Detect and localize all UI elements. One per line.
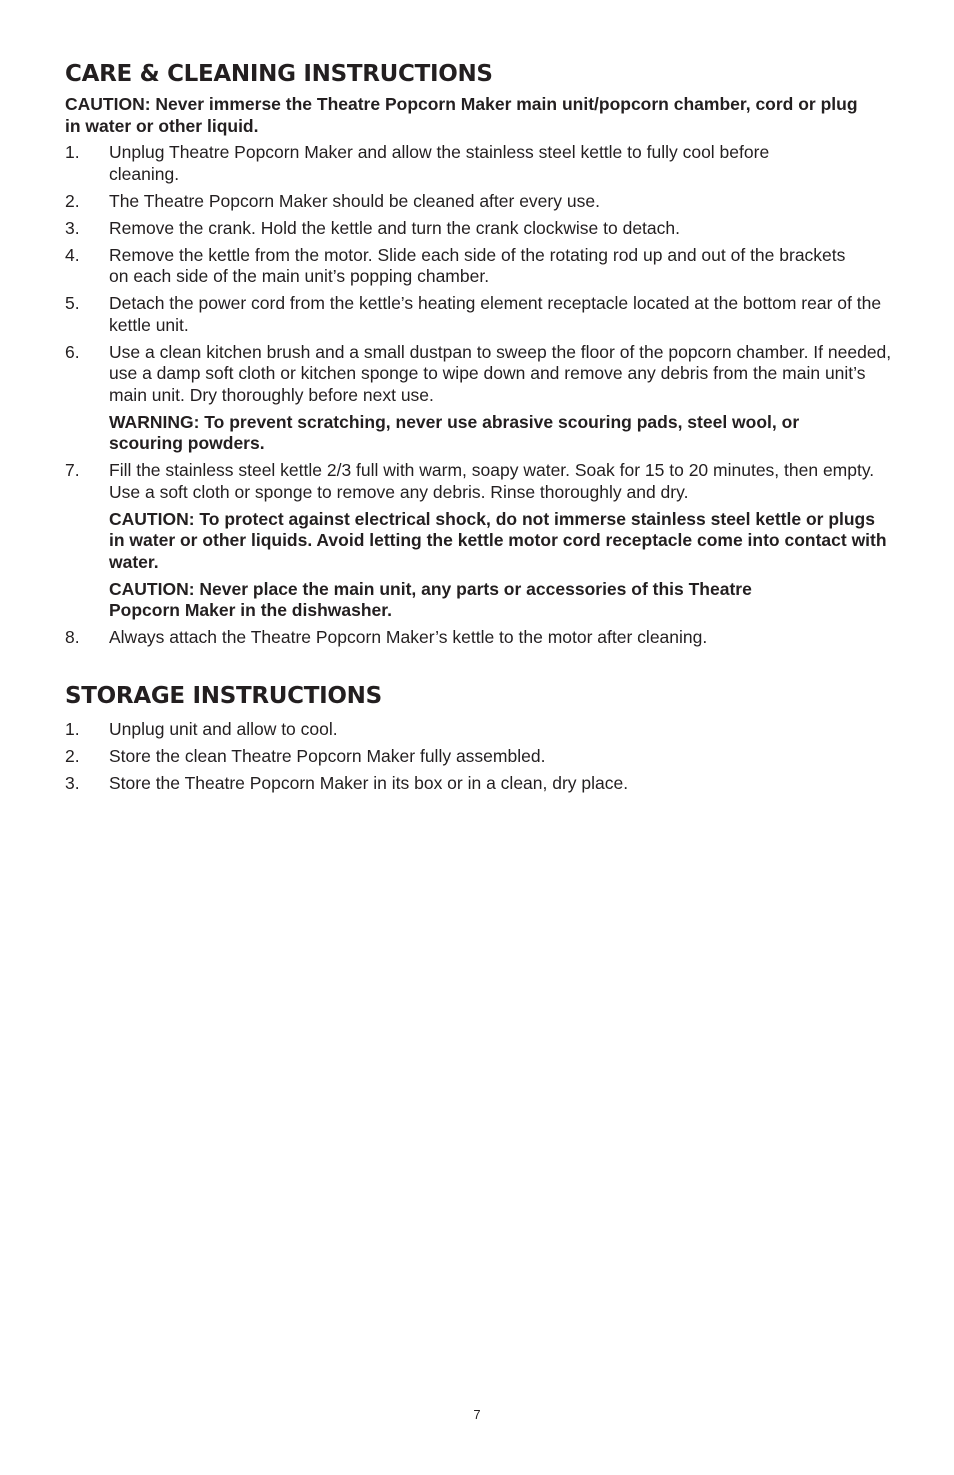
step-number: 2. [65, 190, 80, 211]
step-text: Store the Theatre Popcorn Maker in its box or in a clean, dry place. [109, 772, 629, 793]
electrical-shock-caution: CAUTION: To protect against electrical shock, do not immerse stainless steel kettle or plugs in water or other liquids. Avoid letting the kettle motor cord receptacle come into contact with water. [109, 508, 887, 572]
care-steps-list [65, 142, 895, 649]
step-text: Use a clean kitchen brush and a small dustpan to sweep the floor of the popcorn chamber. If needed, use a damp soft cloth or kitchen sponge to wipe down and remove any debris from the main unit’s main unit. Dry thoroughly before next use. [109, 341, 892, 405]
list-item [65, 293, 895, 336]
step-text: Unplug unit and allow to cool. [109, 718, 338, 739]
step-number: 3. [65, 772, 80, 793]
list-item [65, 142, 895, 185]
dishwasher-caution: CAUTION: Never place the main unit, any parts or accessories of this Theatre Popcorn Maker in the dishwasher. [109, 578, 752, 620]
step-number: 7. [65, 460, 80, 480]
list-item [65, 773, 895, 795]
step-number: 1. [65, 718, 80, 739]
step-number: 5. [65, 293, 80, 313]
step-text: Detach the power cord from the kettle’s heating element receptacle located at the bottom rear of the kettle unit. [109, 293, 882, 335]
list-item [65, 746, 895, 768]
step-number: 2. [65, 745, 80, 766]
care-cleaning-heading: CARE & CLEANING INSTRUCTIONS [65, 61, 493, 87]
storage-steps-list [65, 719, 895, 795]
step-number: 8. [65, 627, 80, 647]
list-item [65, 627, 895, 649]
list-item [65, 460, 895, 622]
list-item [65, 191, 895, 213]
step-number: 6. [65, 341, 80, 362]
step-text: Remove the kettle from the motor. Slide each side of the rotating rod up and out of the brackets on each side of the main unit’s popping chamber. [109, 244, 846, 286]
step-number: 4. [65, 244, 80, 265]
step-number: 3. [65, 217, 80, 238]
step-text: The Theatre Popcorn Maker should be cleaned after every use. [109, 190, 600, 211]
list-item [65, 245, 895, 288]
step-number: 1. [65, 142, 80, 162]
scratching-warning: WARNING: To prevent scratching, never use abrasive scouring pads, steel wool, or scouring powders. [109, 411, 800, 453]
list-item [65, 342, 895, 455]
step-text: Store the clean Theatre Popcorn Maker fully assembled. [109, 745, 546, 766]
step-text: Remove the crank. Hold the kettle and turn the crank clockwise to detach. [109, 217, 680, 238]
page-number: 7 [473, 1407, 481, 1422]
manual-page [65, 60, 895, 800]
step-text: Unplug Theatre Popcorn Maker and allow the stainless steel kettle to fully cool before cleaning. [109, 142, 770, 184]
immersion-caution: CAUTION: Never immerse the Theatre Popcorn Maker main unit/popcorn chamber, cord or plug in water or other liquid. [65, 94, 858, 136]
list-item [65, 218, 895, 240]
step-text: Always attach the Theatre Popcorn Maker’s kettle to the motor after cleaning. [109, 627, 708, 647]
step-text: Fill the stainless steel kettle 2/3 full with warm, soapy water. Soak for 15 to 20 minutes, then empty. Use a soft cloth or sponge to remove any debris. Rinse thoroughly and dry. [109, 460, 875, 502]
list-item [65, 719, 895, 741]
storage-heading: STORAGE INSTRUCTIONS [65, 682, 382, 709]
